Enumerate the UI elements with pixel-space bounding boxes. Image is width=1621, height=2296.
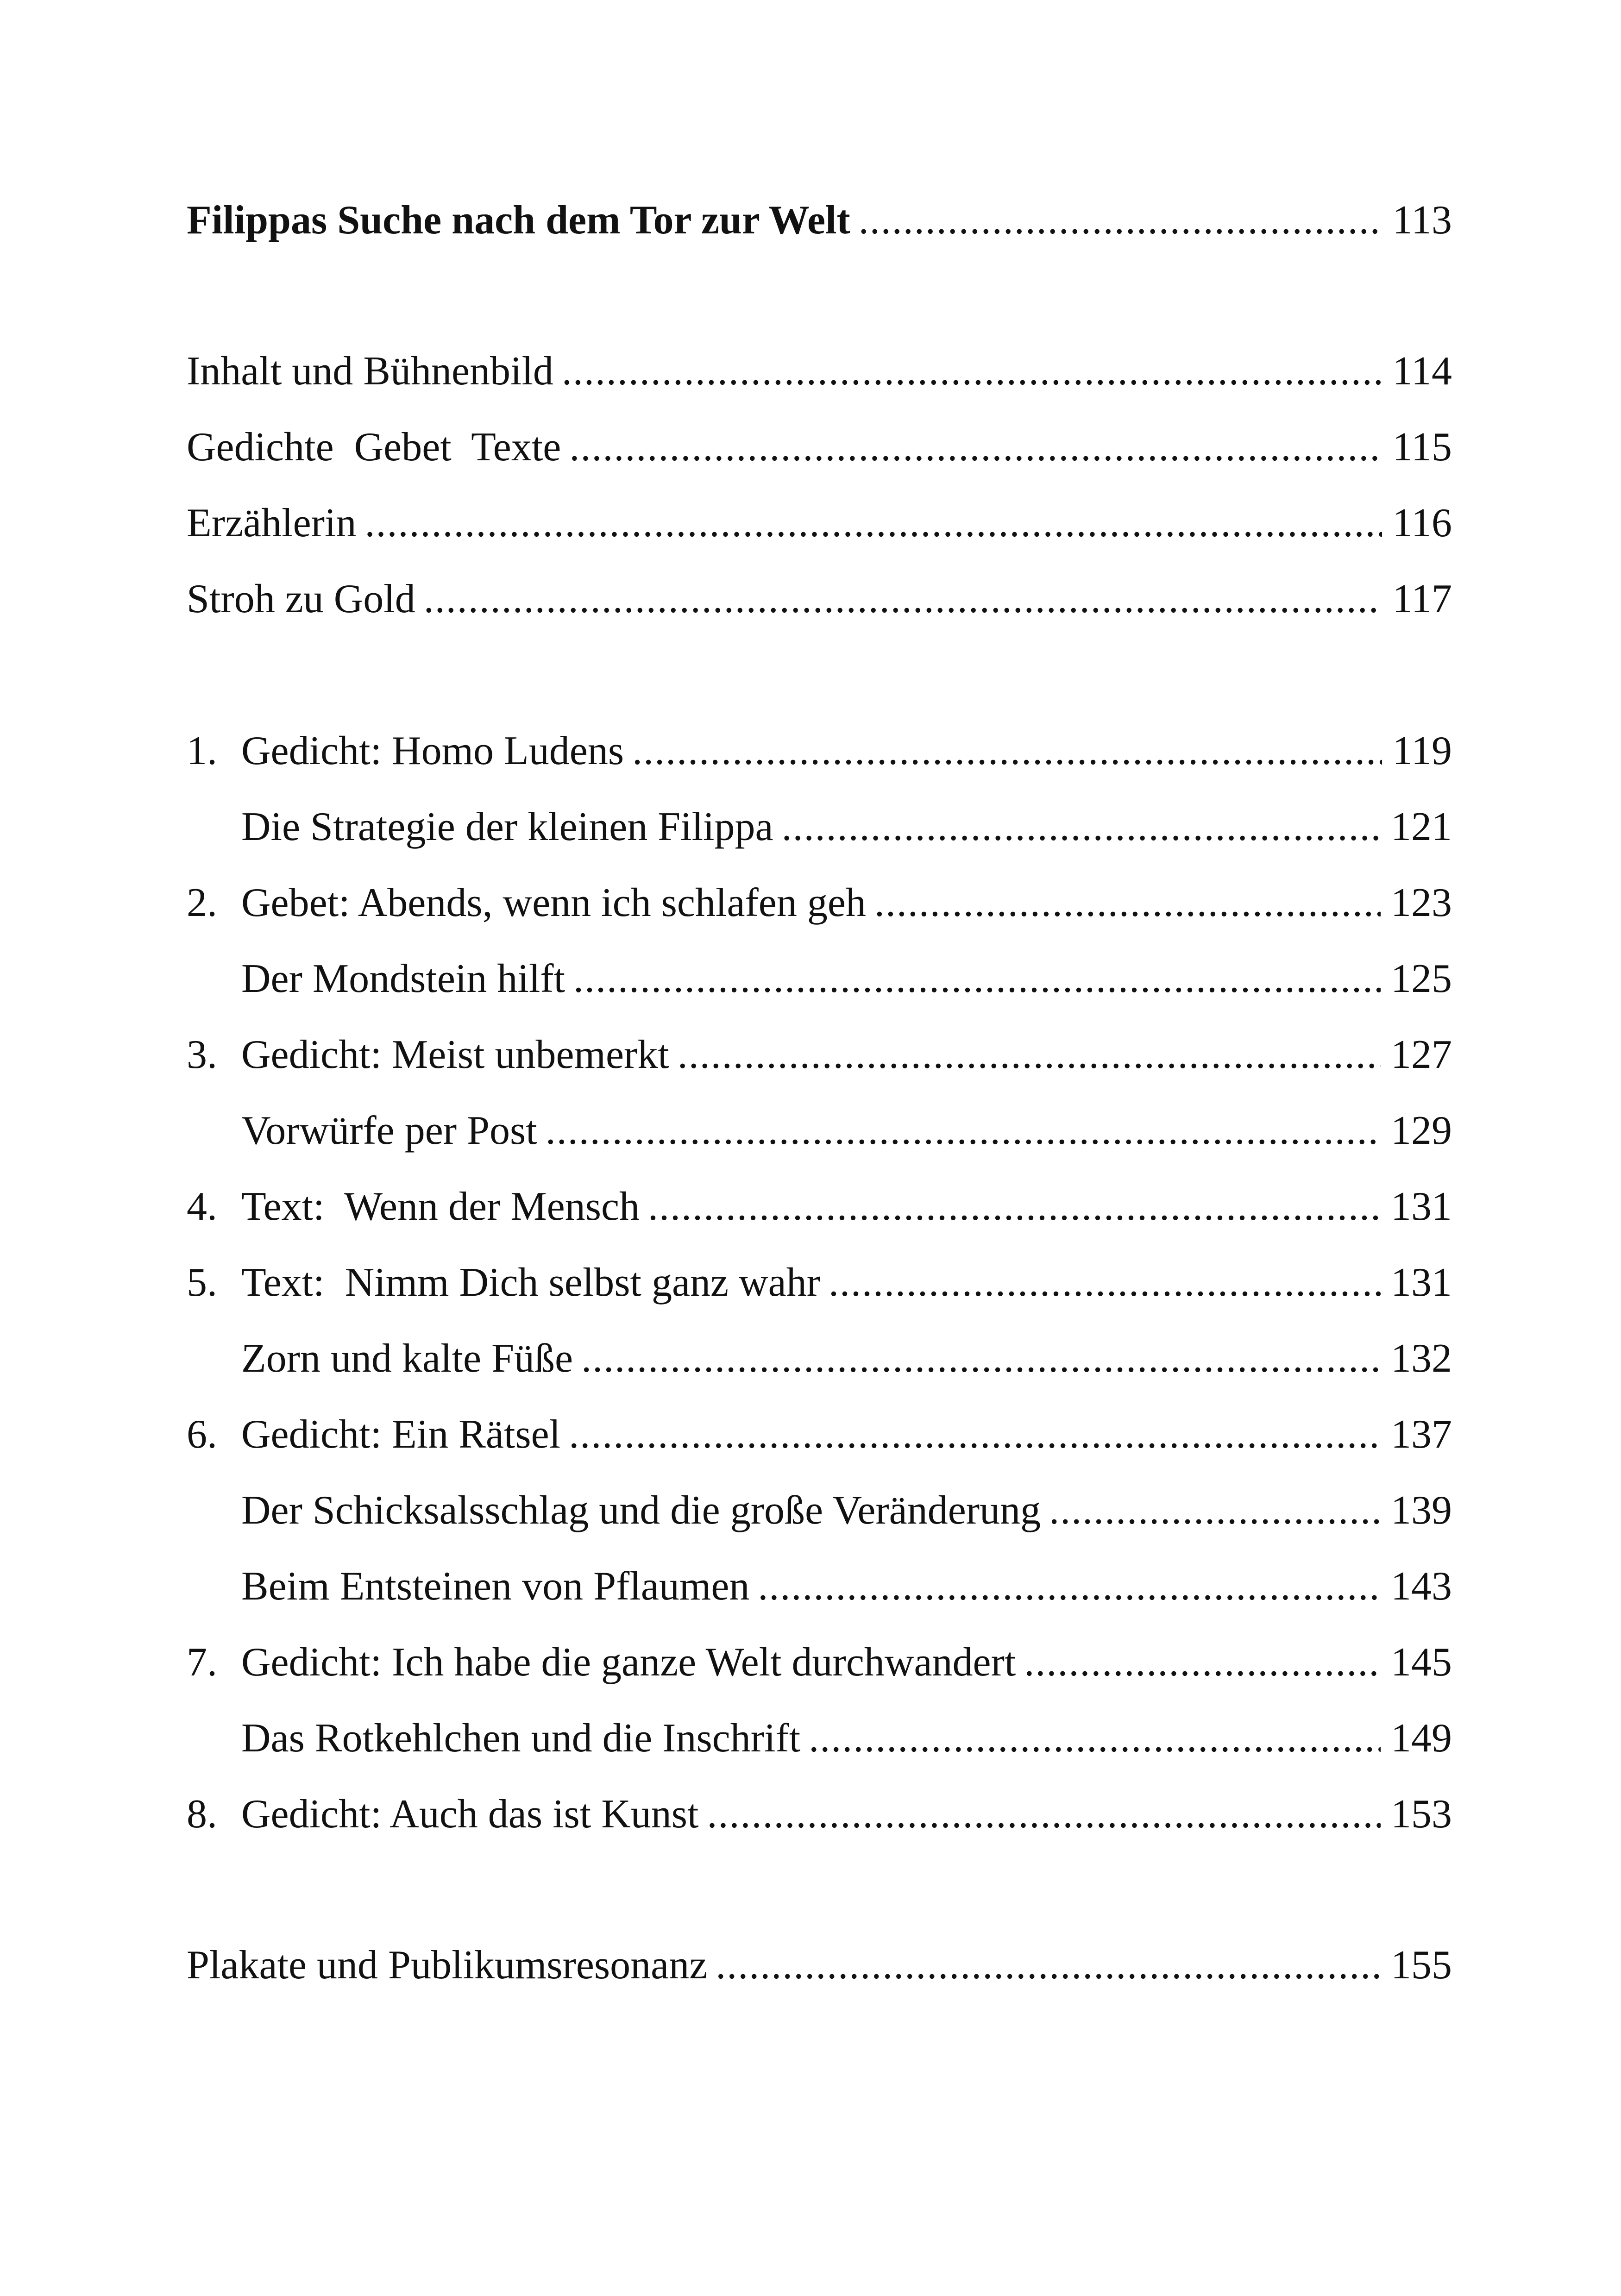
toc-entry-title: Stroh zu Gold [187, 577, 415, 621]
toc-entry-page: 117 [1392, 577, 1452, 621]
toc-entry-title: Gedicht: Ein Rätsel [241, 1412, 561, 1457]
toc-entry-page: 113 [1392, 198, 1452, 243]
toc-subentry[interactable] [241, 1475, 1452, 1531]
toc-entry[interactable] [187, 1930, 1452, 1986]
toc-leader-dots [569, 427, 1382, 468]
toc-entry-page: 143 [1391, 1564, 1452, 1609]
toc-leader-dots [581, 1338, 1381, 1379]
toc-entry-number: 7. [187, 1640, 217, 1685]
toc-entry-page: 132 [1391, 1336, 1452, 1381]
toc-entry-title: Die Strategie der kleinen Filippa [241, 804, 773, 849]
toc-leader-dots [809, 1718, 1381, 1759]
toc-entry[interactable] [187, 1248, 1452, 1303]
toc-subentry[interactable] [241, 792, 1452, 847]
toc-entry-number: 8. [187, 1792, 217, 1837]
toc-leader-dots [546, 1110, 1381, 1151]
toc-entry-title: Filippas Suche nach dem Tor zur Welt [187, 198, 850, 243]
toc-entry-title: Text: Nimm Dich selbst ganz wahr [241, 1260, 821, 1305]
toc-entry-page: 155 [1391, 1943, 1452, 1988]
toc-leader-dots [782, 807, 1381, 847]
toc-entry-title: Gedicht: Auch das ist Kunst [241, 1792, 699, 1837]
toc-entry-title: Gedicht: Meist unbemerkt [241, 1032, 669, 1077]
toc-entry-number: 3. [187, 1032, 217, 1077]
toc-subentry[interactable] [241, 1096, 1452, 1151]
toc-entry-title: Zorn und kalte Füße [241, 1336, 573, 1381]
toc-entry-page: 115 [1392, 425, 1452, 470]
toc-entry[interactable] [187, 1172, 1452, 1227]
toc-subentry[interactable] [241, 944, 1452, 999]
toc-entry-page: 114 [1392, 349, 1452, 394]
toc-subentry[interactable] [241, 1551, 1452, 1607]
toc-entry-number: 4. [187, 1184, 217, 1229]
toc-entry-page: 125 [1391, 956, 1452, 1001]
toc-entry[interactable] [187, 1020, 1452, 1075]
toc-entry-title: Text: Wenn der Mensch [241, 1184, 640, 1229]
toc-entry[interactable] [187, 1627, 1452, 1683]
toc-entry-page: 145 [1391, 1640, 1452, 1685]
toc-entry-number: 2. [187, 880, 217, 925]
toc-entry[interactable] [187, 336, 1452, 392]
toc-entry[interactable] [187, 1399, 1452, 1455]
toc-entry-page: 121 [1391, 804, 1452, 849]
toc-leader-dots [678, 1035, 1381, 1075]
toc-entry-page: 129 [1391, 1108, 1452, 1153]
toc-entry[interactable] [187, 1779, 1452, 1835]
toc-entry-page: 131 [1391, 1184, 1452, 1229]
toc-entry-page: 119 [1392, 728, 1452, 773]
toc-entry-title: Vorwürfe per Post [241, 1108, 537, 1153]
toc-leader-dots [573, 959, 1381, 999]
toc-entry-title: Das Rotkehlchen und die Inschrift [241, 1716, 801, 1761]
toc-leader-dots [707, 1794, 1381, 1835]
toc-entry-page: 139 [1391, 1488, 1452, 1533]
toc-entry-page: 123 [1391, 880, 1452, 925]
toc-entry-title: Erzählerin [187, 501, 357, 546]
toc-leader-dots [632, 731, 1382, 772]
toc-entry-title: Der Mondstein hilft [241, 956, 565, 1001]
toc-entry-number: 5. [187, 1260, 217, 1305]
toc-entry-page: 116 [1392, 501, 1452, 546]
toc-entry[interactable] [187, 868, 1452, 923]
toc-entry-number: 1. [187, 728, 217, 773]
toc-entry-title: Gedichte Gebet Texte [187, 425, 561, 470]
toc-entry[interactable] [187, 412, 1452, 468]
toc-leader-dots [1024, 1642, 1381, 1683]
toc-leader-dots [364, 503, 1382, 544]
toc-entry[interactable] [187, 488, 1452, 544]
toc-leader-dots [648, 1186, 1381, 1227]
toc-leader-dots [569, 1414, 1381, 1455]
toc-entry-page: 153 [1391, 1792, 1452, 1837]
toc-entry-page: 149 [1391, 1716, 1452, 1761]
toc-leader-dots [874, 883, 1381, 923]
toc-leader-dots [716, 1945, 1381, 1986]
toc-leader-dots [758, 1566, 1381, 1607]
toc-entry-page: 127 [1391, 1032, 1452, 1077]
toc-entry-title: Beim Entsteinen von Pflaumen [241, 1564, 750, 1609]
toc-entry-page: 131 [1391, 1260, 1452, 1305]
toc-subentry[interactable] [241, 1703, 1452, 1759]
toc-entry[interactable] [187, 564, 1452, 620]
toc-leader-dots [562, 351, 1382, 392]
toc-entry-page: 137 [1391, 1412, 1452, 1457]
toc-entry-title: Plakate und Publikumsresonanz [187, 1943, 708, 1988]
toc-entry-title: Inhalt und Bühnenbild [187, 349, 553, 394]
toc-entry-title: Gedicht: Homo Ludens [241, 728, 624, 773]
toc-entry-title: Gedicht: Ich habe die ganze Welt durchwandert [241, 1640, 1016, 1685]
toc-entry-number: 6. [187, 1412, 217, 1457]
toc-subentry[interactable] [241, 1324, 1452, 1379]
toc-entry-title: Gebet: Abends, wenn ich schlafen geh [241, 880, 866, 925]
toc-entry-title: Der Schicksalsschlag und die große Veränderung [241, 1488, 1041, 1533]
toc-leader-dots [424, 579, 1382, 620]
toc-leader-dots [859, 200, 1382, 241]
toc-entry[interactable] [187, 716, 1452, 772]
toc-heading-entry[interactable] [187, 185, 1452, 241]
toc-leader-dots [1049, 1490, 1381, 1531]
toc-leader-dots [829, 1262, 1381, 1303]
